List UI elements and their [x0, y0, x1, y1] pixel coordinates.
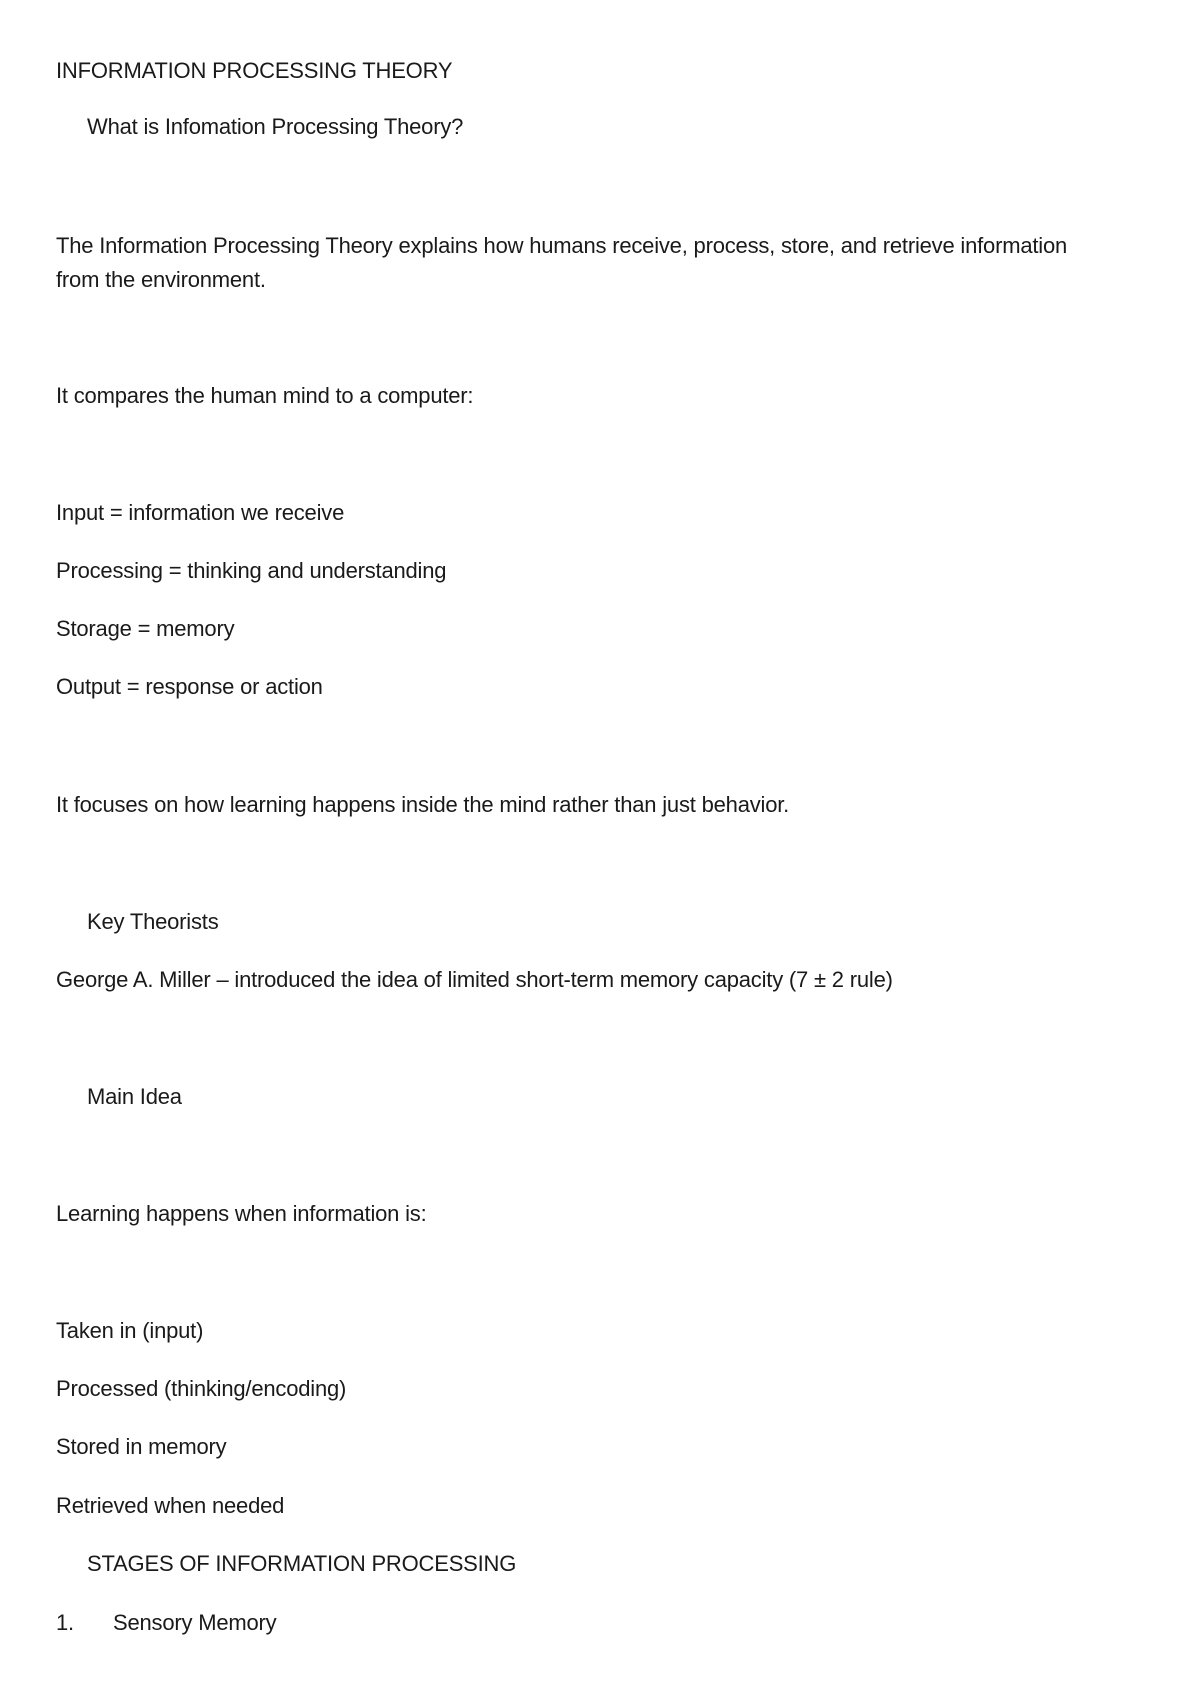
stages-heading: STAGES OF INFORMATION PROCESSING — [87, 1551, 517, 1576]
learning-lead: Learning happens when information is: — [56, 1201, 427, 1226]
learning-step-stored: Stored in memory — [56, 1434, 227, 1459]
key-theorists-heading: Key Theorists — [87, 909, 219, 934]
analogy-item-input: Input = information we receive — [56, 500, 345, 525]
compare-lead: It compares the human mind to a computer: — [56, 383, 474, 408]
focus-paragraph: It focuses on how learning happens inside the mind rather than just behavior. — [56, 792, 790, 817]
learning-step-input: Taken in (input) — [56, 1318, 204, 1343]
document-title: INFORMATION PROCESSING THEORY — [56, 58, 453, 83]
stage-label-sensory-memory: Sensory Memory — [113, 1610, 277, 1635]
what-is-heading: What is Infomation Processing Theory? — [87, 114, 464, 139]
intro-paragraph: The Information Processing Theory explains how humans receive, process, store, and retrieve information from the environment. — [56, 233, 1068, 292]
analogy-item-processing: Processing = thinking and understanding — [56, 558, 447, 583]
stage-number: 1. — [56, 1610, 74, 1635]
analogy-item-storage: Storage = memory — [56, 616, 235, 641]
theorist-entry: George A. Miller – introduced the idea of limited short-term memory capacity (7 ± 2 rule) — [56, 967, 893, 992]
learning-step-retrieved: Retrieved when needed — [56, 1493, 285, 1518]
analogy-item-output: Output = response or action — [56, 674, 323, 699]
main-idea-heading: Main Idea — [87, 1084, 182, 1109]
learning-step-processed: Processed (thinking/encoding) — [56, 1376, 347, 1401]
